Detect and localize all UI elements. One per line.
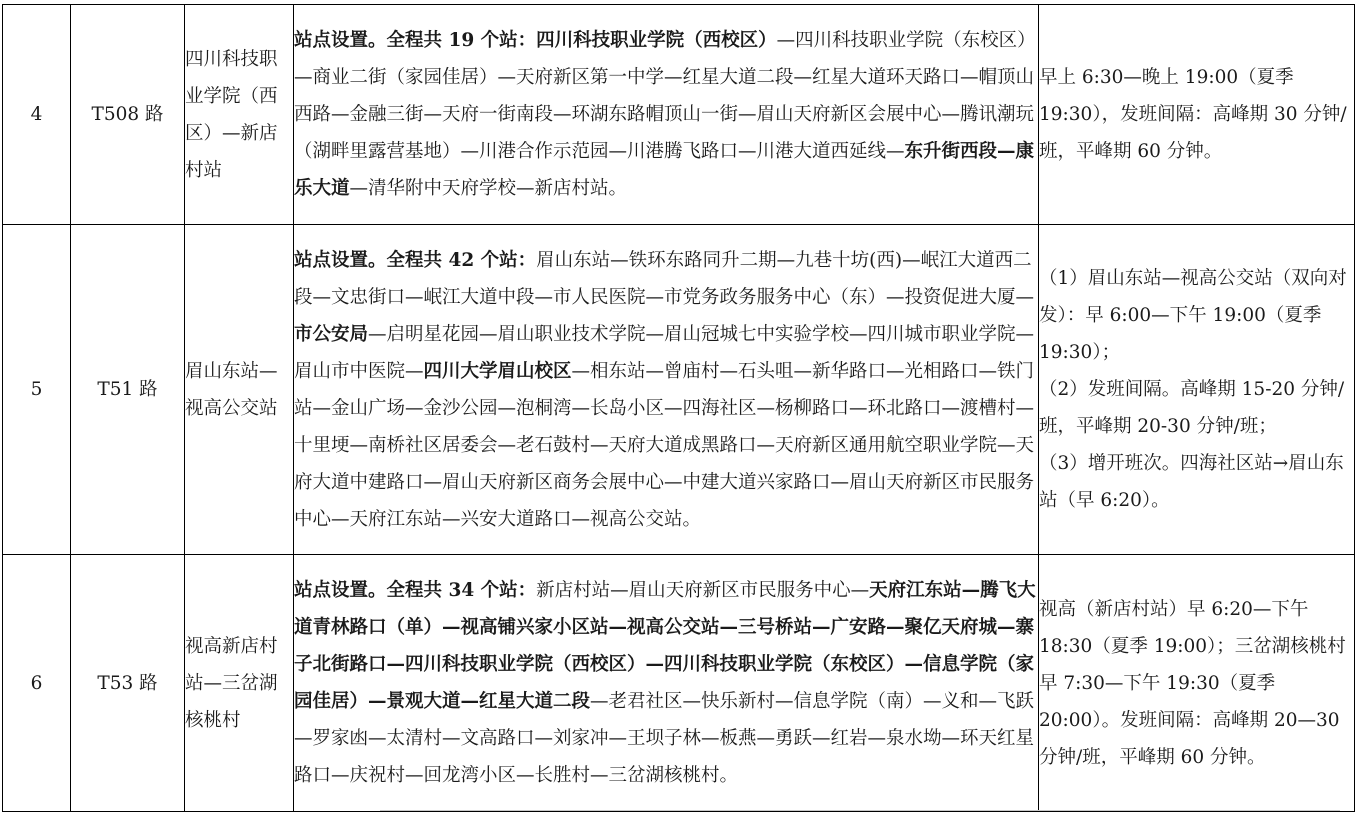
stop-segment: 四川科技职业学院（西校区）: [536, 30, 777, 51]
route-stops: [294, 5, 1039, 225]
route-schedule: 早上 6:30—晚上 19:00（夏季 19:30），发班间隔：高峰期 30 分钟/班，平峰期 60 分钟。: [1039, 5, 1355, 225]
stops-heading: 站点设置。全程共 34 个站：: [294, 580, 537, 601]
bus-route-table: [2, 4, 1355, 812]
stop-segment: —四川科技职业学院（东校区）—商业二街（家园佳居）—天府新区第一中学—红星大道二段—红星大道环天路口—帽顶山西路—金融三街—天府一街南段—环湖东路帽顶山一街—眉山天府新区会展中心—腾讯潮玩（湖畔里露营基地）—川港合作示范园—川港腾飞路口—川港大道西延线—: [294, 30, 1036, 162]
row-number: 6: [3, 555, 71, 812]
row-number: 4: [3, 5, 71, 225]
schedule-item: （3）增开班次。四海社区站→眉山东站（早 6:20）。: [1039, 453, 1344, 511]
table-row: [3, 225, 1355, 555]
stop-segment: 四川大学眉山校区: [423, 360, 572, 382]
schedule-item: （1）眉山东站—视高公交站（双向对发）：早 6:00—下午 19:00（夏季 19:30）；: [1039, 268, 1347, 363]
route-schedule: [1039, 225, 1355, 555]
stop-segment: 眉山东站—铁环东路同升二期—九巷十坊(西)—岷江大道西二段—文忠街口—岷江大道中段—市人民医院—市党务政务服务中心（东）—投资促进大厦—: [294, 249, 1035, 308]
stop-segment: 天府江东站—腾飞大道青林路口（单）—视高铺兴家小区站—视高公交站—三号桥站—广安路—聚亿天府城—寨子北街路口—四川科技职业学院（西校区）—四川科技职业学院（东校区）—信息学院（家园佳居）—景观大道—红星大道二段: [294, 580, 1036, 712]
stop-segment: 新店村站—眉山天府新区市民服务中心—: [536, 580, 870, 601]
route-terminals: 四川科技职业学院（西区）—新店村站: [185, 5, 294, 225]
table-row: [3, 555, 1355, 812]
page-edge-divider: [380, 810, 1340, 811]
schedule-item: （2）发班间隔。高峰期 15-20 分钟/班，平峰期 20-30 分钟/班；: [1039, 379, 1345, 437]
stops-heading: 站点设置。全程共 42 个站：: [294, 249, 537, 271]
stop-segment: —相东站—曾庙村—石头咀—新华路口—光相路口—铁门站—金山广场—金沙公园—泡桐湾—长岛小区—四海社区—杨柳路口—环北路口—渡槽村—十里埂—南桥社区居委会—老石鼓村—天府大道成黑路口—天府新区通用航空职业学院—天府大道中建路口—眉山天府新区商务会展中心—中建大道兴家路口—眉山天府新区市民服务中心—天府江东站—兴安大道路口—视高公交站。: [294, 360, 1035, 530]
route-name: T508 路: [71, 5, 185, 225]
route-terminals: 视高新店村站—三岔湖核桃村: [185, 555, 294, 812]
route-name: T51 路: [71, 225, 185, 555]
stop-segment: —启明星花园—眉山职业技术学院—眉山冠城七中实验学校—四川城市职业学院—眉山市中医院—: [294, 323, 1035, 382]
stop-segment: —清华附中天府学校—新店村站。: [349, 178, 628, 199]
route-stops: [294, 555, 1039, 812]
route-stops: [294, 225, 1039, 555]
stop-segment: —老君社区—快乐新村—信息学院（南）—义和—飞跃—罗家凼—太清村—文高路口—刘家冲—王坝子林—板燕—勇跃—红岩—泉水坳—环天红星路口—庆祝村—回龙湾小区—长胜村—三岔湖核桃村。: [294, 691, 1035, 786]
stop-segment: 东升街西段—康乐大道: [294, 141, 1035, 199]
route-terminals: 眉山东站—视高公交站: [185, 225, 294, 555]
route-name: T53 路: [71, 555, 185, 812]
route-schedule: 视高（新店村站）早 6:20—下午 18:30（夏季 19:00）；三岔湖核桃村早 7:30—下午 19:30（夏季 20:00）。发班间隔：高峰期 20—30 分钟/班，平峰期 60 分钟。: [1039, 555, 1355, 812]
stop-segment: 市公安局: [294, 323, 369, 345]
table-row: [3, 5, 1355, 225]
row-number: 5: [3, 225, 71, 555]
stops-heading: 站点设置。全程共 19 个站：: [294, 30, 537, 51]
